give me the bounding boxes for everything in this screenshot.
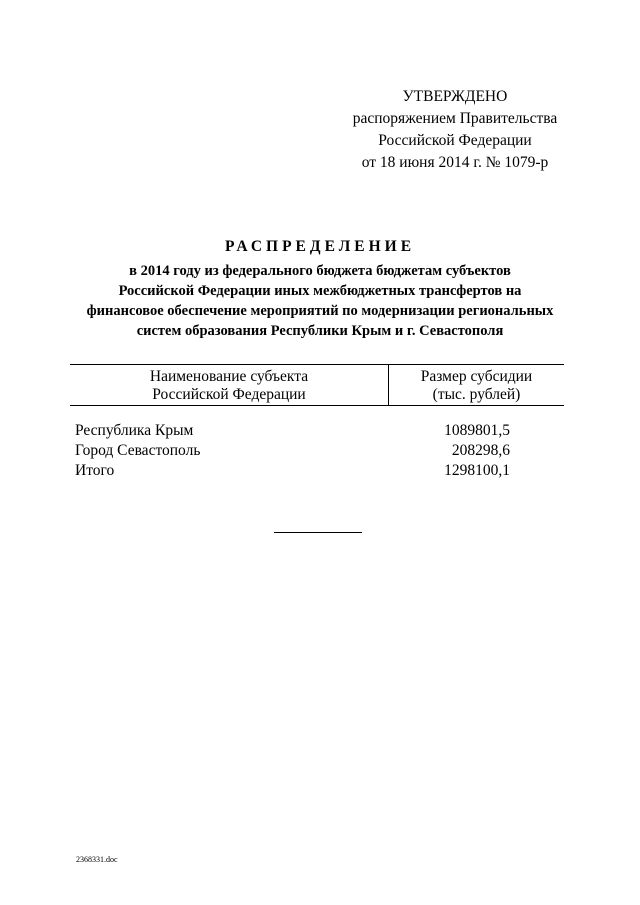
title-main: РАСПРЕДЕЛЕНИЕ <box>224 238 416 255</box>
approval-heading: УТВЕРЖДЕНО <box>402 88 508 105</box>
table-header <box>70 364 564 406</box>
table-row-total <box>75 461 555 481</box>
row-amount: 1089801,5 <box>444 422 510 439</box>
approval-stamp <box>330 86 580 174</box>
document-code: 2368331.doc <box>76 855 118 864</box>
row-subject: Итого <box>75 462 115 479</box>
title-subtitle <box>60 261 580 341</box>
row-amount: 1298100,1 <box>444 462 510 479</box>
table-row <box>75 441 555 461</box>
table-body <box>75 421 555 481</box>
title-sub-line: финансовое обеспечение мероприятий по модернизации региональных <box>86 303 554 319</box>
approval-line-federation: Российской Федерации <box>378 132 532 149</box>
header-subsidy-amount <box>389 368 564 404</box>
approval-line-date: от 18 июня 2014 г. № 1079-р <box>361 154 549 171</box>
title-sub-line: Российской Федерации иных межбюджетных трансфертов на <box>118 283 522 299</box>
title-sub-line: в 2014 году из федерального бюджета бюджетам субъектов <box>129 263 511 279</box>
title-sub-line: систем образования Республики Крым и г. Севастополя <box>136 323 504 339</box>
header-subsidy-line: (тыс. рублей) <box>432 386 521 403</box>
row-subject: Город Севастополь <box>75 442 201 459</box>
end-separator-line <box>274 532 362 533</box>
row-amount: 208298,6 <box>451 442 510 459</box>
approval-line-decree: распоряжением Правительства <box>352 110 558 127</box>
row-subject: Республика Крым <box>75 422 194 439</box>
table-row <box>75 421 555 441</box>
header-subsidy-line: Размер субсидии <box>420 368 533 385</box>
header-subject-line: Наименование субъекта <box>149 368 309 385</box>
header-subject-line: Российской Федерации <box>152 386 306 403</box>
header-subject-name <box>70 368 388 404</box>
document-title <box>60 235 580 341</box>
